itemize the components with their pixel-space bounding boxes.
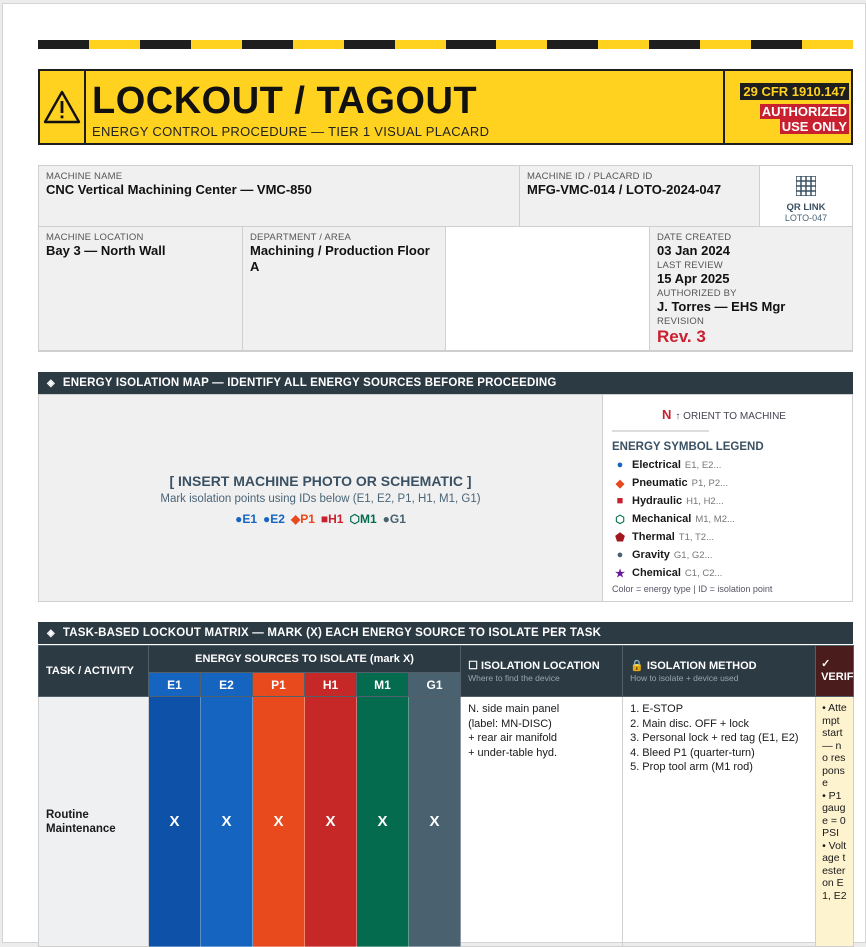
legend-item-pneumatic: ◆ Pneumatic P1, P2... xyxy=(612,475,728,491)
legend-item-thermal: ⬟ Thermal T1, T2... xyxy=(612,529,714,545)
legend-item-electrical: ● Electrical E1, E2... xyxy=(612,457,721,473)
source-header-m1: M1 xyxy=(357,673,409,697)
verify-cell[interactable]: • Attempt start — no response • P1 gauge = 0 PSI • Voltage tester on E1, E2 xyxy=(816,697,854,947)
isolation-point-id: ●E2 xyxy=(263,512,285,526)
diamond-bullet-icon: ◈ xyxy=(47,378,55,389)
mark-cell-p1[interactable]: X xyxy=(253,697,305,947)
warning-triangle-icon xyxy=(40,71,86,143)
mark-cell-e1[interactable]: X xyxy=(149,697,201,947)
machine-name: CNC Vertical Machining Center — VMC-850 xyxy=(46,182,312,197)
energy-symbol-legend xyxy=(604,395,852,601)
source-header-e2: E2 xyxy=(201,673,253,697)
source-header-e1: E1 xyxy=(149,673,201,697)
legend-footer: Color = energy type | ID = isolation point xyxy=(612,584,773,594)
lockout-matrix xyxy=(38,645,861,947)
authorized-by: J. Torres — EHS Mgr xyxy=(657,299,786,314)
hazard-stripe xyxy=(38,40,853,49)
mark-cell-g1[interactable]: X xyxy=(409,697,461,947)
legend-item-mechanical: ⬡ Mechanical M1, M2... xyxy=(612,511,735,527)
date-created: 03 Jan 2024 xyxy=(657,243,731,258)
mark-cell-h1[interactable]: X xyxy=(305,697,357,947)
machine-id: MFG-VMC-014 / LOTO-2024-047 xyxy=(527,182,722,197)
isolation-point-ids xyxy=(39,512,602,526)
electrical-symbol-icon: ● xyxy=(616,459,624,471)
isolation-map-section-bar: ◈ ENERGY ISOLATION MAP — IDENTIFY ALL ENERGY SOURCES BEFORE PROCEEDING xyxy=(38,372,853,394)
placard-header xyxy=(38,69,853,145)
pneumatic-symbol-icon: ◆ xyxy=(615,477,625,490)
orientation-indicator: N ↑ ORIENT TO MACHINE xyxy=(662,407,786,422)
machine-photo-placeholder[interactable]: [ INSERT MACHINE PHOTO OR SCHEMATIC ] Mark isolation points using IDs below (E1, E2, P1, H1, M1, G1) ●E1 ●E2 ◆P1 ■H1 ⬡M1 ●G1 xyxy=(39,395,603,601)
authorized-badge: AUTHORIZED USE ONLY xyxy=(761,104,847,134)
source-header-h1: H1 xyxy=(305,673,357,697)
legend-title: ENERGY SYMBOL LEGEND xyxy=(612,441,764,453)
isolation-location-cell: N. side main panel (label: MN-DISC) + rear air manifold + under-table hyd. xyxy=(461,697,623,947)
isolation-map xyxy=(38,394,853,602)
north-indicator: N xyxy=(662,407,672,422)
source-header-p1: P1 xyxy=(253,673,305,697)
department-cell: DEPARTMENT / AREA Machining / Production Floor A xyxy=(243,227,446,351)
machine-location: Bay 3 — North Wall xyxy=(46,243,166,258)
method-header: 🔒 ISOLATION METHOD How to isolate + device used xyxy=(623,646,816,697)
last-review: 15 Apr 2025 xyxy=(657,271,730,286)
header-regulation-box xyxy=(723,71,853,143)
regulation-badge: 29 CFR 1910.147 xyxy=(740,83,849,100)
legend-item-hydraulic: ■ Hydraulic H1, H2... xyxy=(612,493,724,509)
task-cell: Routine Maintenance xyxy=(39,697,149,947)
machine-name-cell: MACHINE NAME CNC Vertical Machining Center — VMC-850 xyxy=(39,166,520,227)
isolation-point-id: ⬡M1 xyxy=(349,512,377,526)
hydraulic-symbol-icon: ■ xyxy=(616,495,624,507)
legend-item-gravity: ● Gravity G1, G2... xyxy=(612,547,712,563)
thermal-symbol-icon: ⬟ xyxy=(615,531,625,544)
page-title: LOCKOUT / TAGOUT xyxy=(92,80,478,122)
machine-id-cell: MACHINE ID / PLACARD ID MFG-VMC-014 / LOTO-2024-047 xyxy=(520,166,760,227)
legend-item-chemical: ★ Chemical C1, C2... xyxy=(612,565,722,581)
isolation-point-id: ●E1 xyxy=(235,512,258,526)
source-header-g1: G1 xyxy=(409,673,461,697)
isolation-point-id: ■H1 xyxy=(320,512,344,526)
blank-cell xyxy=(446,227,650,351)
sources-header: ENERGY SOURCES TO ISOLATE (mark X) xyxy=(149,646,461,673)
qr-link[interactable]: QR LINK LOTO-047 xyxy=(760,166,852,227)
task-header: TASK / ACTIVITY xyxy=(39,646,149,697)
isolation-point-id: ●G1 xyxy=(382,512,406,526)
dates-cell: DATE CREATED 03 Jan 2024 LAST REVIEW 15 Apr 2025 AUTHORIZED BY J. Torres — EHS Mgr REVISION Rev. 3 xyxy=(650,227,852,351)
qr-icon xyxy=(796,176,816,196)
department: Machining / Production Floor A xyxy=(250,243,430,274)
revision: Rev. 3 xyxy=(657,327,706,346)
isolation-method-cell: 1. E-STOP 2. Main disc. OFF + lock 3. Personal lock + red tag (E1, E2) 4. Bleed P1 (quarter-turn) 5. Prop tool arm (M1 rod) xyxy=(623,697,816,947)
isolation-point-id: ◆P1 xyxy=(290,512,315,526)
mechanical-symbol-icon: ⬡ xyxy=(615,513,625,526)
verify-header: ✓ VERIFY xyxy=(816,646,854,697)
page-subtitle: ENERGY CONTROL PROCEDURE — TIER 1 VISUAL PLACARD xyxy=(92,124,490,139)
mark-cell-m1[interactable]: X xyxy=(357,697,409,947)
location-cell: MACHINE LOCATION Bay 3 — North Wall xyxy=(39,227,243,351)
gravity-symbol-icon: ● xyxy=(616,549,624,561)
location-header: ☐ ISOLATION LOCATION Where to find the device xyxy=(461,646,623,697)
mark-cell-e2[interactable]: X xyxy=(201,697,253,947)
table-row xyxy=(39,697,854,947)
machine-info-grid xyxy=(38,165,853,352)
chemical-symbol-icon: ★ xyxy=(615,567,625,580)
matrix-section-bar: ◈ TASK-BASED LOCKOUT MATRIX — MARK (X) EACH ENERGY SOURCE TO ISOLATE PER TASK xyxy=(38,622,853,644)
diamond-bullet-icon: ◈ xyxy=(47,628,55,639)
